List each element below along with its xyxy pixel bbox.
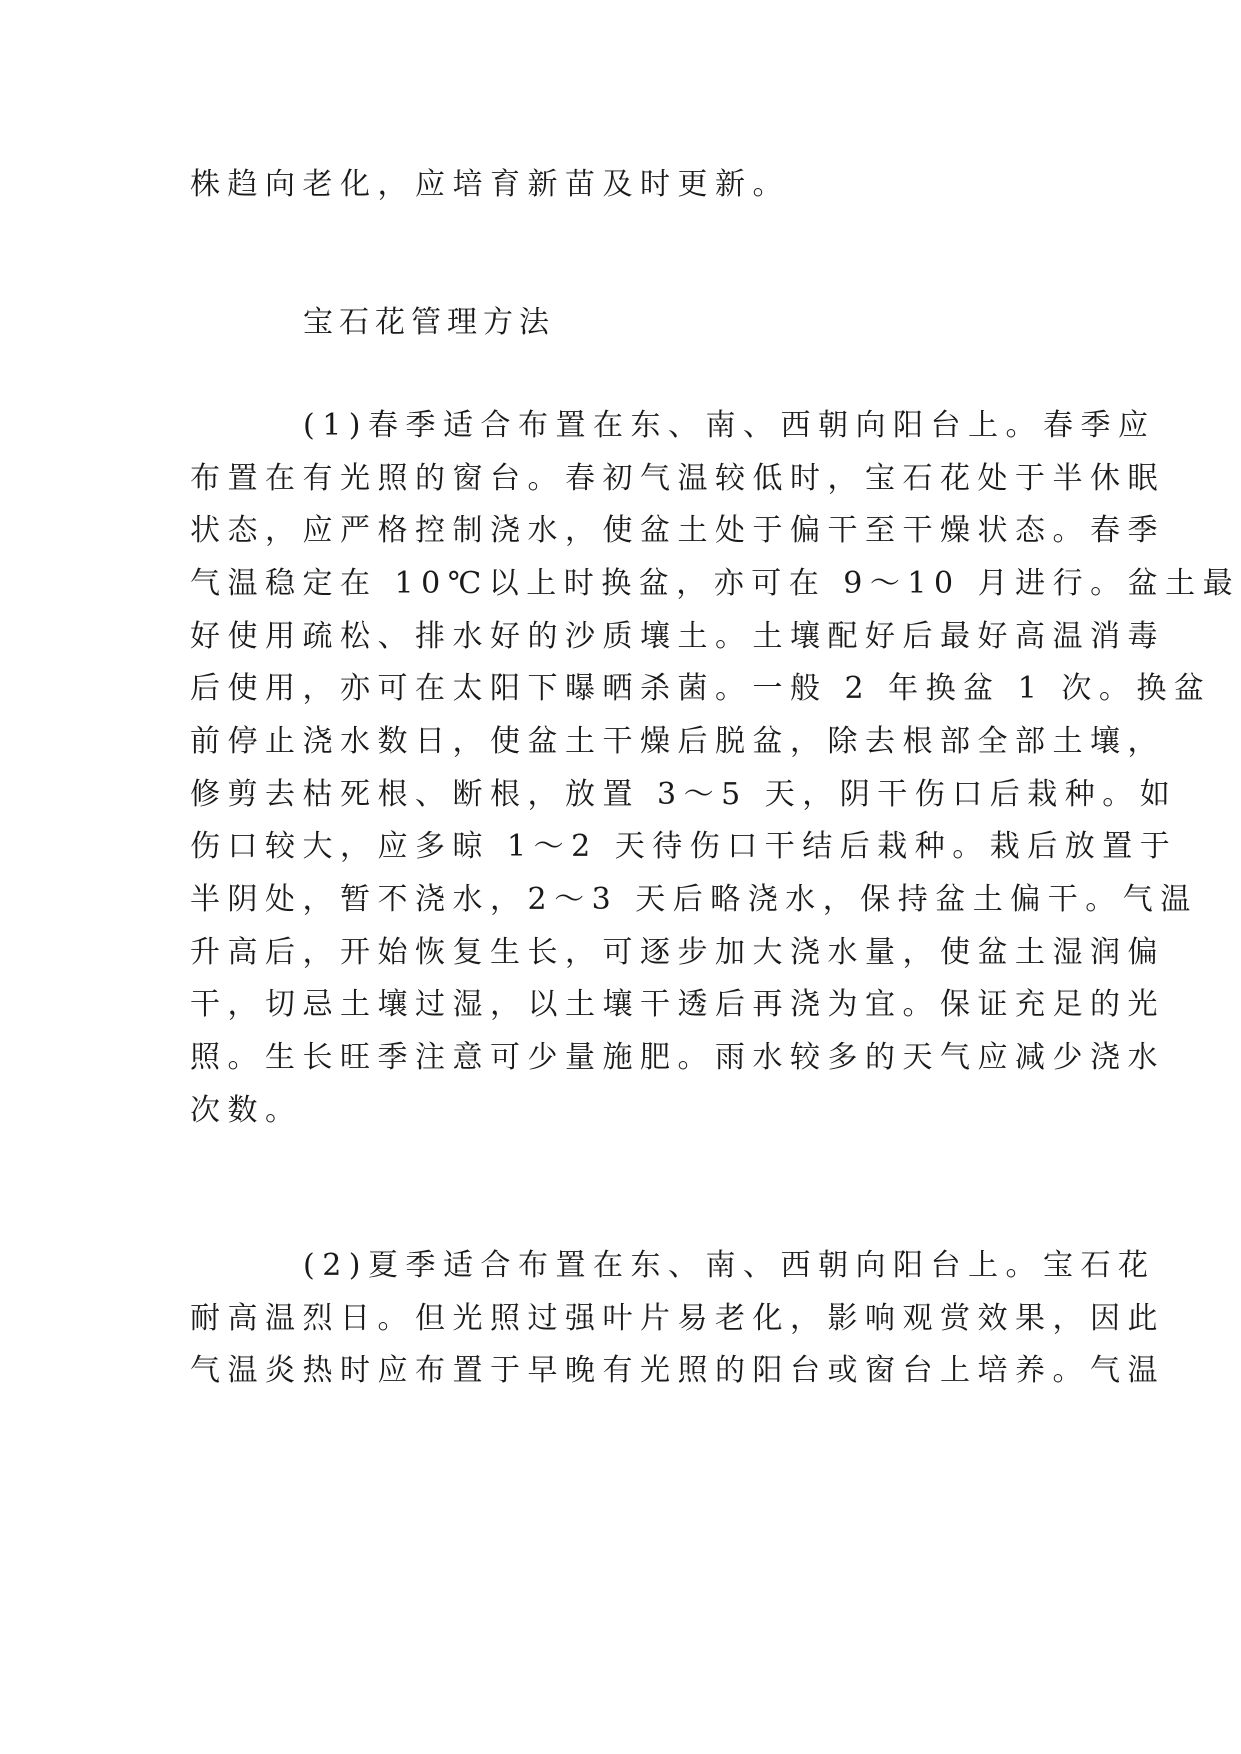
- paragraph-line: 布置在有光照的窗台。春初气温较低时，宝石花处于半休眠: [190, 461, 1165, 496]
- paragraph-line: 气温炎热时应布置于早晚有光照的阳台或窗台上培养。气温: [190, 1353, 1165, 1388]
- paragraph-line: 气温稳定在 10℃以上时换盆，亦可在 9～10 月进行。盆土最: [190, 566, 1241, 601]
- paragraph-line: 半阴处，暂不浇水，2～3 天后略浇水，保持盆土偏干。气温: [190, 882, 1198, 917]
- paragraph-line: 修剪去枯死根、断根，放置 3～5 天，阴干伤口后栽种。如: [190, 777, 1178, 812]
- paragraph-line: (1)春季适合布置在东、南、西朝向阳台上。春季应: [303, 408, 1156, 443]
- paragraph-line: 伤口较大，应多晾 1～2 天待伤口干结后栽种。栽后放置于: [190, 829, 1178, 864]
- paragraph-line: 好使用疏松、排水好的沙质壤土。土壤配好后最好高温消毒: [190, 619, 1165, 654]
- paragraph-line: 次数。: [190, 1093, 303, 1128]
- paragraph-line: 照。生长旺季注意可少量施肥。雨水较多的天气应减少浇水: [190, 1040, 1165, 1075]
- paragraph-line: 后使用，亦可在太阳下曝晒杀菌。一般 2 年换盆 1 次。换盆: [190, 671, 1212, 706]
- previous-paragraph-end: 株趋向老化，应培育新苗及时更新。: [190, 167, 790, 202]
- paragraph-line: 耐高温烈日。但光照过强叶片易老化，影响观赏效果，因此: [190, 1301, 1165, 1336]
- paragraph-line: 升高后，开始恢复生长，可逐步加大浇水量，使盆土湿润偏: [190, 935, 1165, 970]
- paragraph-line: (2)夏季适合布置在东、南、西朝向阳台上。宝石花: [303, 1248, 1156, 1283]
- paragraph-line: 状态，应严格控制浇水，使盆土处于偏干至干燥状态。春季: [190, 513, 1165, 548]
- paragraph-line: 干，切忌土壤过湿，以土壤干透后再浇为宜。保证充足的光: [190, 987, 1165, 1022]
- section-heading: 宝石花管理方法: [303, 305, 555, 340]
- paragraph-line: 前停止浇水数日，使盆土干燥后脱盆，除去根部全部土壤，: [190, 724, 1165, 759]
